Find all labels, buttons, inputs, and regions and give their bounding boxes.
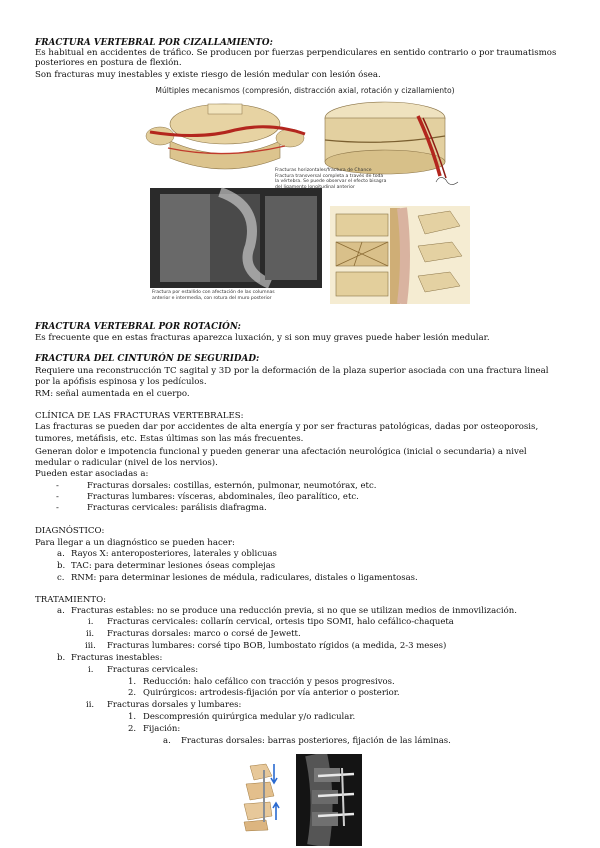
paragraph-line: Generan dolor e impotencia funcional y pueden generar una afectación neurológica (inicial o secundaria) a nivel bbox=[35, 447, 527, 457]
list-item: Fracturas lumbares: corsé tipo BOB, lumbostato rígidos (a medida, 2-3 meses) bbox=[107, 641, 447, 651]
list-item: Fracturas cervicales: parálisis diafragma. bbox=[87, 503, 267, 513]
list-marker: a. bbox=[57, 549, 65, 559]
paragraph-line: Es frecuente que en estas fracturas aparezca luxación, y si son muy graves puede haber lesión medular. bbox=[35, 333, 490, 343]
chance-fracture-label: Fracturas horizontales/fractura de Chance Fractura transversal completa a través de toda la vértebra. Se puede observar el efecto bisagra del ligamento longitudinal anterior bbox=[275, 168, 387, 190]
list-item: Fracturas cervicales: collarín cervical, ortesis tipo SOMI, halo cefálico-chaqueta bbox=[107, 617, 454, 627]
paragraph-line: por la apófisis espinosa y los pedículos. bbox=[35, 377, 207, 387]
paragraph-line: Las fracturas se pueden dar por accidentes de alta energía y por ser fracturas patológicas, dadas por osteoporosis, bbox=[35, 422, 539, 432]
spine-sagittal-drawing bbox=[330, 206, 470, 304]
list-marker: 1. bbox=[128, 677, 137, 687]
list-item: Fracturas dorsales: costillas, esternón, pulmonar, neumotórax, etc. bbox=[87, 481, 377, 491]
list-item: Fracturas inestables: bbox=[71, 653, 163, 663]
list-marker: iii. bbox=[85, 641, 96, 651]
list-marker: 2. bbox=[128, 688, 137, 698]
list-item: RNM: para determinar lesiones de médula, radiculares, distales o ligamentosas. bbox=[71, 573, 418, 583]
heading-rotacion: FRACTURA VERTEBRAL POR ROTACIÓN: bbox=[35, 322, 241, 332]
list-item: TAC: para determinar lesiones óseas complejas bbox=[71, 561, 276, 571]
paragraph-line: medular o radicular (nivel de los nervios). bbox=[35, 458, 218, 468]
heading-cinturon: FRACTURA DEL CINTURÓN DE SEGURIDAD: bbox=[35, 354, 260, 364]
bullet-dash: - bbox=[56, 503, 59, 513]
paragraph-line: Son fracturas muy inestables y existe riesgo de lesión medular con lesión ósea. bbox=[35, 70, 381, 80]
xray-caption: Fractura por estallido con afectación de las columnas anterior e intermedia, con rotura del muro posterior bbox=[152, 290, 275, 301]
list-item: Fracturas dorsales y lumbares: bbox=[107, 700, 242, 710]
list-item: Fracturas lumbares: vísceras, abdominales, íleo paralítico, etc. bbox=[87, 492, 359, 502]
list-item: Fracturas estables: no se produce una reducción previa, si no que se utilizan medios de inmovilización. bbox=[71, 606, 517, 616]
list-marker: ii. bbox=[86, 629, 95, 639]
bullet-dash: - bbox=[56, 481, 59, 491]
list-item: Fijación: bbox=[143, 724, 181, 734]
list-marker: i. bbox=[88, 665, 94, 675]
paragraph-line: Requiere una reconstrucción TC sagital y 3D por la deformación de la plaza superior asociada con una fractura lineal bbox=[35, 366, 549, 376]
paragraph-line: RM: señal aumentada en el cuerpo. bbox=[35, 389, 190, 399]
list-marker: i. bbox=[88, 617, 94, 627]
list-item: Quirúrgicos: artrodesis-fijación por vía anterior o posterior. bbox=[143, 688, 400, 698]
spine-fracture-figure bbox=[140, 96, 470, 304]
bullet-dash: - bbox=[56, 492, 59, 502]
paragraph-line: tumores, metáfisis, etc. Estas últimas son las más frecuentes. bbox=[35, 434, 304, 444]
list-item: Descompresión quirúrgica medular y/o radicular. bbox=[143, 712, 356, 722]
vertebra-chance-drawing bbox=[325, 102, 446, 178]
list-marker: b. bbox=[57, 561, 66, 571]
list-marker: 2. bbox=[128, 724, 137, 734]
figure-caption: Múltiples mecanismos (compresión, distracción axial, rotación y cizallamiento) bbox=[155, 86, 455, 95]
paragraph-line: posteriores en postura de flexión. bbox=[35, 58, 182, 68]
list-marker: ii. bbox=[86, 700, 95, 710]
list-item: Reducción: halo cefálico con tracción y pesos progresivos. bbox=[143, 677, 395, 687]
list-item: Fracturas cervicales: bbox=[107, 665, 199, 675]
xray-image bbox=[150, 188, 322, 304]
paragraph-line: Pueden estar asociadas a: bbox=[35, 469, 149, 479]
list-marker: a. bbox=[163, 736, 171, 746]
list-marker: b. bbox=[57, 653, 66, 663]
list-item: Fracturas dorsales: marco o corsé de Jewett. bbox=[107, 629, 301, 639]
heading-clinica: CLÍNICA DE LAS FRACTURAS VERTEBRALES: bbox=[35, 411, 244, 421]
spine-fixation-illustration bbox=[236, 760, 286, 832]
list-item: Rayos X: anteroposteriores, laterales y oblicuas bbox=[71, 549, 277, 559]
list-marker: 1. bbox=[128, 712, 137, 722]
list-item: Fracturas dorsales: barras posteriores, fijación de las láminas. bbox=[181, 736, 451, 746]
spine-illustration bbox=[140, 96, 470, 304]
list-marker: c. bbox=[57, 573, 65, 583]
heading-diagnostico: DIAGNÓSTICO: bbox=[35, 526, 105, 536]
paragraph-line: Es habitual en accidentes de tráfico. Se producen por fuerzas perpendiculares en sentido contrario o por traumatismos bbox=[35, 48, 557, 58]
list-marker: a. bbox=[57, 606, 65, 616]
heading-tratamiento: TRATAMIENTO: bbox=[35, 595, 107, 605]
heading-cizallamiento: FRACTURA VERTEBRAL POR CIZALLAMIENTO: bbox=[35, 38, 273, 48]
paragraph-line: Para llegar a un diagnóstico se pueden hacer: bbox=[35, 538, 235, 548]
spine-fixation-xray bbox=[296, 754, 362, 846]
